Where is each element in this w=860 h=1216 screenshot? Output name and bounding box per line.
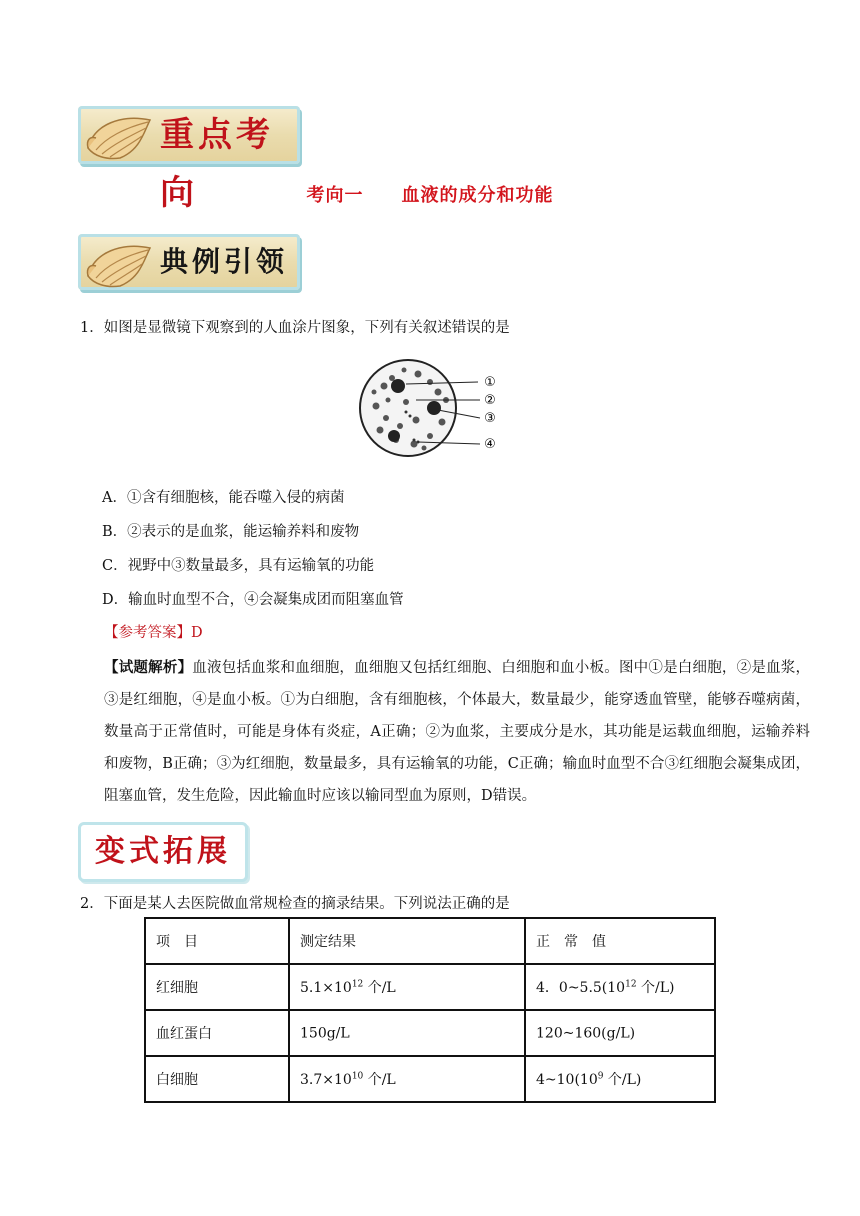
table-cell-normal: 120~160(g/L) (525, 1010, 715, 1056)
section-banner-key-directions (78, 106, 300, 213)
seashell-icon (84, 110, 158, 162)
analysis-paragraph (104, 652, 810, 812)
table-cell-result: $5.1\times 10^{12}$ 个/L (289, 964, 525, 1010)
figure-callout-1: ① (484, 375, 496, 390)
option-c: C．视野中③数量最多，具有运输氧的功能 (102, 558, 375, 574)
table-cell-item: 红细胞 (145, 964, 289, 1010)
option-a: A．①含有细胞核，能吞噬入侵的病菌 (102, 490, 345, 506)
option-d: D．输血时血型不合，④会凝集成团而阻塞血管 (102, 592, 404, 608)
analysis-text: 血液包括血浆和血细胞，血细胞又包括红细胞、白细胞和血小板。图中①是白细胞，②是血浆，③是红细胞，④是血小板。①为白细胞，含有细胞核，个体最大，数量最少，能穿透血管壁，能够吞噬病菌，数量高于正常值时，可能是身体有炎症，A正确；②为血浆，主要成分是水，其功能是运载血细胞，运输养料和废物，B正确；③为红细胞，数量最多，具有运输氧的功能，C正确；输血时血型不合③红细胞会凝集成团，阻塞血管，发生危险，因此输血时应该以输同型血为原则，D错误。 (104, 660, 811, 804)
question-1-stem: 1．如图是显微镜下观察到的人血涂片图象，下列有关叙述错误的是 (80, 320, 510, 336)
section-banner-examples (78, 234, 300, 290)
banner-title: 重点考向 (160, 115, 274, 213)
table-cell-normal: 4．$0\sim 5.5(10^{12}$ 个/L) (525, 964, 715, 1010)
figure-callout-4: ④ (484, 437, 496, 452)
table-cell-item: 血红蛋白 (145, 1010, 289, 1056)
option-b: B．②表示的是血浆，能运输养料和废物 (102, 524, 360, 540)
blood-smear-figure (356, 356, 506, 460)
seashell-icon (84, 238, 158, 290)
table-row (145, 1056, 715, 1102)
table-header: 测定结果 (289, 918, 525, 964)
question-2-stem: 2．下面是某人去医院做血常规检查的摘录结果。下列说法正确的是 (80, 896, 510, 912)
topic-heading: 考向一 血液的成分和功能 (306, 185, 554, 206)
table-header: 正 常 值 (525, 918, 715, 964)
table-row (145, 1010, 715, 1056)
table-row (145, 964, 715, 1010)
table-cell-result: 150g/L (289, 1010, 525, 1056)
table-cell-normal: $4\sim 10(10^9$ 个/L) (525, 1056, 715, 1102)
blood-test-table (144, 917, 716, 1103)
analysis-heading: 【试题解析】 (104, 659, 193, 676)
table-cell-item: 白细胞 (145, 1056, 289, 1102)
banner-title: 典例引领 (160, 245, 289, 278)
table-cell-result: $3.7\times 10^{10}$ 个/L (289, 1056, 525, 1102)
section-banner-variations (78, 822, 248, 882)
table-header-row (145, 918, 715, 964)
table-header: 项 目 (145, 918, 289, 964)
figure-callout-3: ③ (484, 411, 496, 426)
banner-title: 变式拓展 (95, 834, 231, 869)
figure-callout-2: ② (484, 393, 496, 408)
reference-answer: 【参考答案】D (104, 625, 203, 641)
